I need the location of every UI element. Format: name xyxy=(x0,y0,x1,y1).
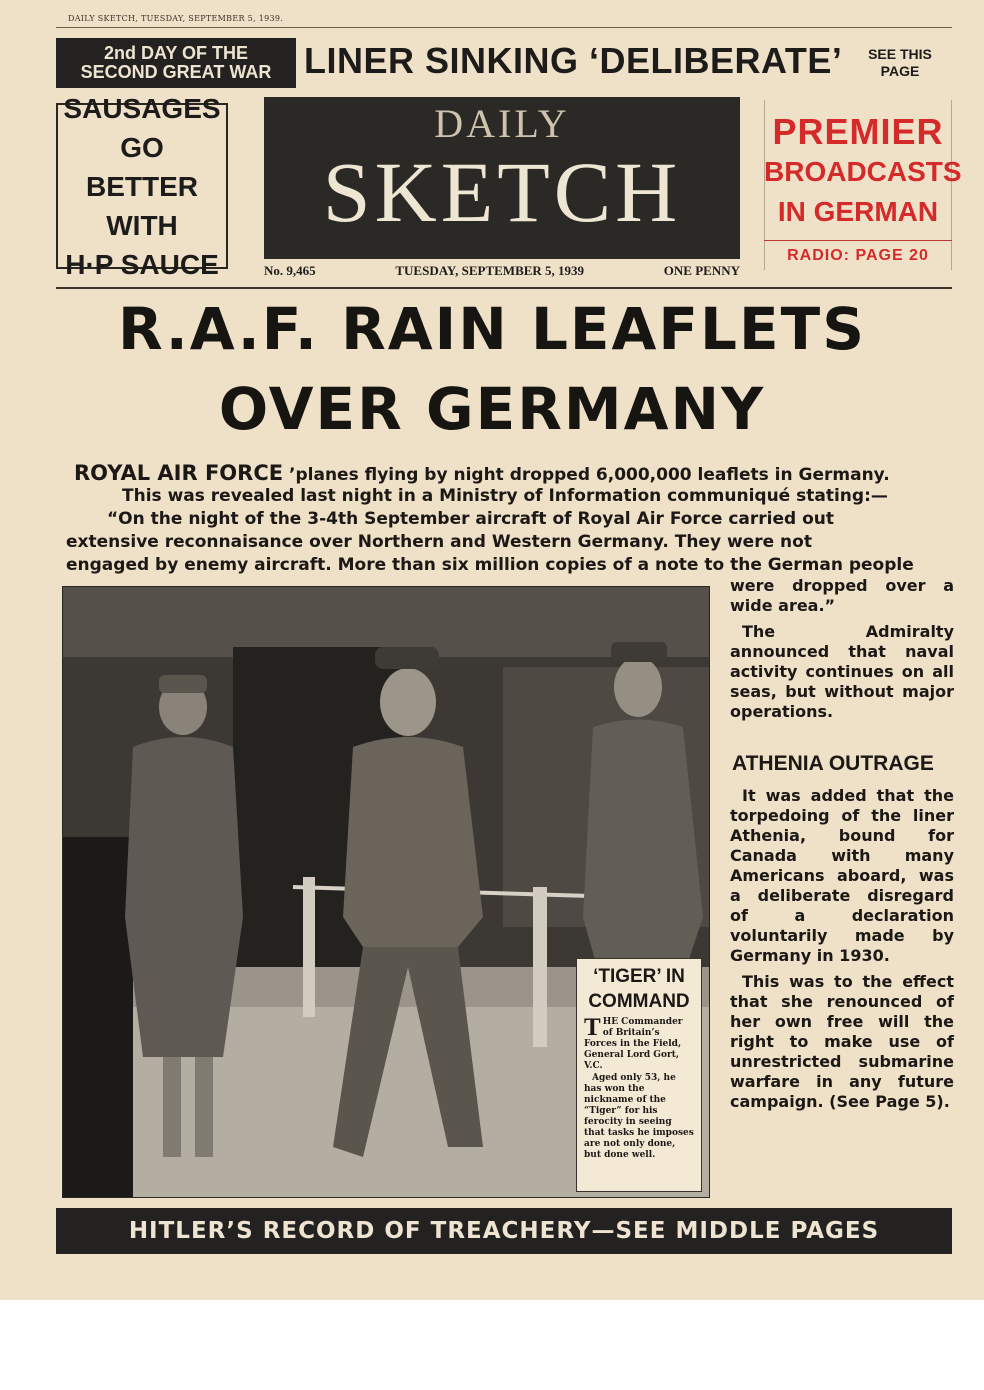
ad-line-2: BETTER WITH xyxy=(86,170,198,241)
masthead-sketch: SKETCH xyxy=(322,144,682,240)
premier-headline xyxy=(764,111,962,232)
lead-line-4: extensive reconnaisance over Northern and Western Germany. They were not xyxy=(66,532,812,552)
issue-date: TUESDAY, SEPTEMBER 5, 1939 xyxy=(395,263,585,278)
bottom-banner: HITLER’S RECORD OF TREACHERY—SEE MIDDLE PAGES xyxy=(56,1208,952,1254)
page-folio: DAILY SKETCH, TUESDAY, SEPTEMBER 5, 1939. xyxy=(68,14,284,23)
issue-price: ONE PENNY xyxy=(663,263,740,278)
caption-head-line-1: ‘TIGER’ IN xyxy=(593,966,685,987)
war-day-line-2: SECOND GREAT WAR xyxy=(80,62,272,82)
lead-first-words: ROYAL AIR FORCE xyxy=(74,461,284,485)
caption-paragraph-2: Aged only 53, he has won the nickname of the “Tiger” for his ferocity in seeing that tasks he imposes are not only done, but done well. xyxy=(584,1073,694,1160)
masthead-daily: DAILY xyxy=(434,101,570,146)
athenia-subhead: ATHENIA OUTRAGE xyxy=(732,752,934,775)
premier-line-3: IN GERMAN xyxy=(777,196,939,227)
headline-rule xyxy=(56,287,952,289)
liner-headline: LINER SINKING ‘DELIBERATE’ xyxy=(304,40,843,81)
column-paragraph-1: were dropped over a wide area.” xyxy=(730,576,954,615)
column-bottom xyxy=(730,786,954,1112)
caption-text xyxy=(584,1014,694,1161)
see-page-line-2: PAGE xyxy=(880,63,920,79)
column-paragraph-4: This was to the effect that she renounced of her own free will the right to make use of unrestricted submarine warfare in any future campaign. (See Page 5). xyxy=(730,972,954,1111)
ad-line-1: SAUSAGES GO xyxy=(63,92,221,163)
main-headline-line-1: R.A.F. RAIN LEAFLETS xyxy=(118,295,866,363)
lead-line-1 xyxy=(74,463,890,485)
column-paragraph-2: The Admiralty announced that naval activity continues on all seas, but without major operations. xyxy=(730,622,954,721)
premier-radio: RADIO: PAGE 20 xyxy=(787,247,929,264)
war-day-box xyxy=(56,38,296,88)
war-day-line-1: 2nd DAY OF THE xyxy=(103,43,249,63)
main-headline-line-2: OVER GERMANY xyxy=(218,375,766,443)
dateline xyxy=(264,263,740,279)
ad-line-3: H·P SAUCE xyxy=(65,248,219,280)
lead-line-5: engaged by enemy aircraft. More than six million copies of a note to the German people xyxy=(66,555,914,575)
lead-line-2: This was revealed last night in a Ministry of Information communiqué stating:— xyxy=(122,486,888,506)
lead-line-1-text: ’planes flying by night dropped 6,000,000 leaflets in Germany. xyxy=(283,465,890,485)
hp-sauce-ad xyxy=(56,92,228,280)
caption-drop-cap: T xyxy=(584,1014,601,1041)
top-rule xyxy=(56,27,952,28)
caption-head-line-2: COMMAND xyxy=(588,991,690,1012)
premier-rule xyxy=(764,240,952,241)
lead-line-3: “On the night of the 3-4th September aircraft of Royal Air Force carried out xyxy=(107,509,834,529)
see-page-line-1: SEE THIS xyxy=(868,46,932,62)
issue-number: No. 9,465 xyxy=(264,263,316,278)
premier-line-1: PREMIER xyxy=(772,111,944,152)
caption-paragraph-1: HE Commander of Britain’s Forces in the Field, General Lord Gort, V.C. xyxy=(584,1017,683,1071)
photo-caption-box xyxy=(576,958,702,1192)
column-top xyxy=(730,576,954,722)
see-this-page xyxy=(848,46,952,80)
column-paragraph-3: It was added that the torpedoing of the liner Athenia, bound for Canada with many Americans aboard, was a deliberate disregard of a declaration voluntarily made by Germany in 1930. xyxy=(730,786,954,965)
premier-line-2: BROADCASTS xyxy=(764,156,962,187)
